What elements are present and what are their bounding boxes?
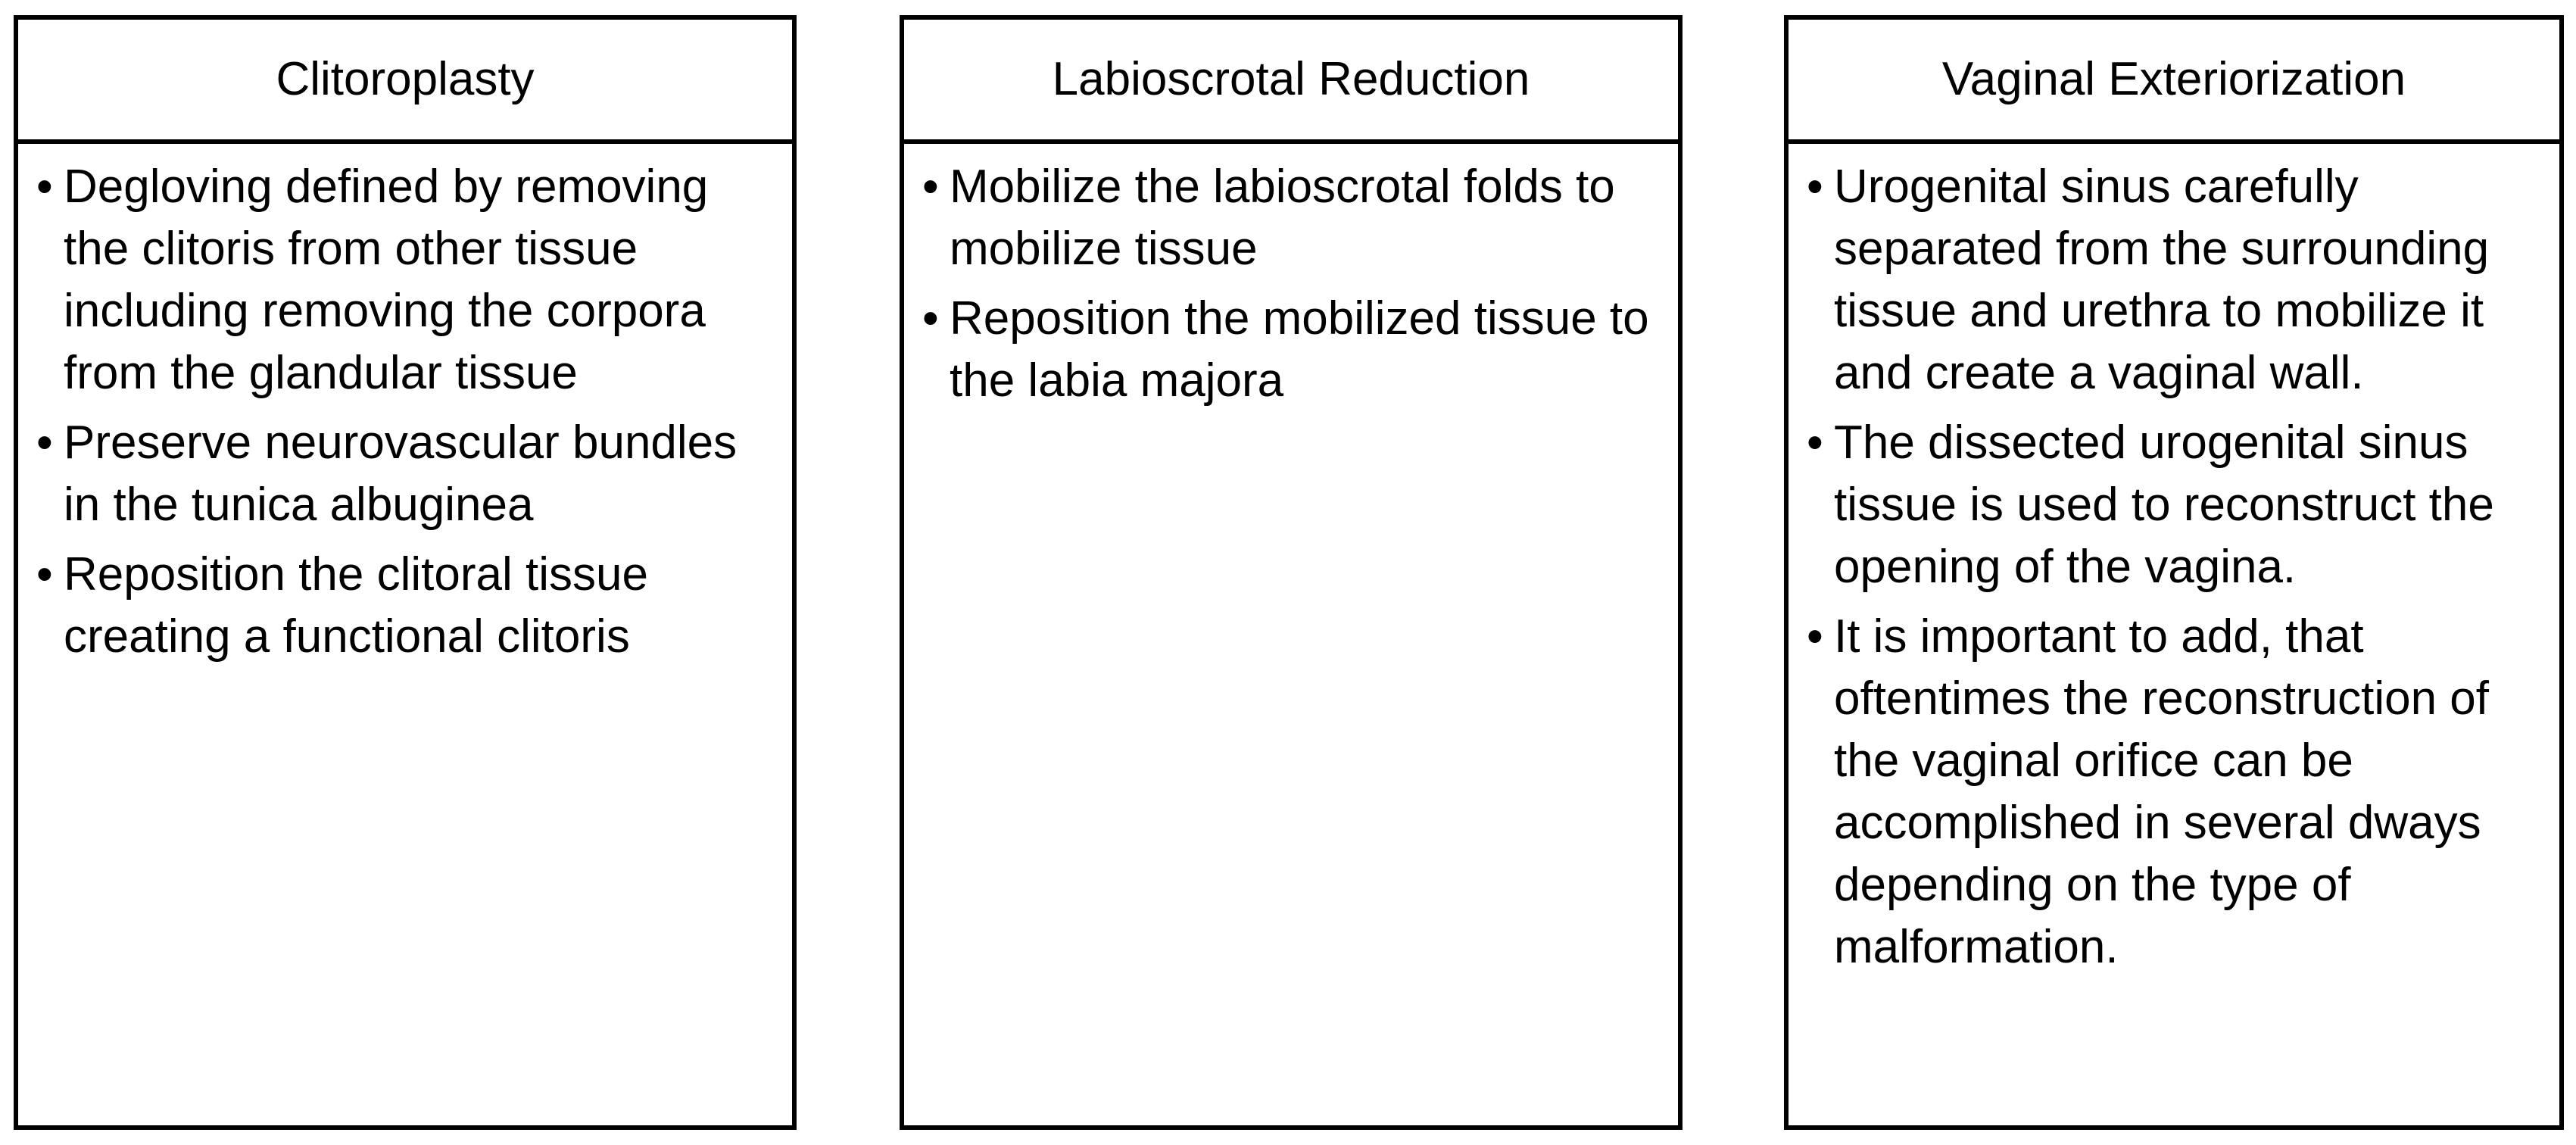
bullet-list	[922, 156, 1663, 412]
bullet-item	[1807, 156, 2544, 404]
bullet-text: The dissected urogenital sinus tissue is used to reconstruct the opening of the vagina.	[1834, 417, 2494, 593]
panel-body	[1789, 144, 2559, 978]
bullet-list	[36, 156, 777, 668]
bullet-item	[36, 544, 777, 668]
panel-title: Vaginal Exteriorization	[1789, 20, 2559, 144]
bullet-item	[36, 412, 777, 536]
vaginal-exteriorization-panel	[1784, 15, 2564, 1130]
panel-body	[18, 144, 792, 668]
panel-title: Clitoroplasty	[18, 20, 792, 144]
labioscrotal-reduction-panel	[900, 15, 1683, 1130]
bullet-icon: •	[922, 161, 939, 213]
bullet-text: Degloving defined by removing the clitoris from other tissue including removing the corpora from the glandular tissue	[64, 161, 709, 399]
bullet-item	[922, 288, 1663, 412]
clitoroplasty-panel	[14, 15, 797, 1130]
bullet-item	[922, 156, 1663, 280]
bullet-text: Reposition the mobilized tissue to the labia majora	[950, 292, 1649, 407]
bullet-text: Preserve neurovascular bundles in the tunica albuginea	[64, 417, 738, 531]
bullet-icon: •	[36, 548, 53, 601]
bullet-icon: •	[1807, 417, 1823, 469]
bullet-text: Urogenital sinus carefully separated from the surrounding tissue and urethra to mobilize it and create a vaginal wall.	[1834, 161, 2490, 399]
bullet-icon: •	[1807, 161, 1823, 213]
bullet-list	[1807, 156, 2544, 978]
bullet-text: Mobilize the labioscrotal folds to mobilize tissue	[950, 161, 1615, 275]
bullet-text: Reposition the clitoral tissue creating a functional clitoris	[64, 548, 648, 663]
bullet-item	[36, 156, 777, 404]
panel-body	[904, 144, 1678, 412]
bullet-icon: •	[1807, 610, 1823, 663]
bullet-item	[1807, 606, 2544, 978]
bullet-item	[1807, 412, 2544, 598]
bullet-icon: •	[36, 417, 53, 469]
bullet-icon: •	[922, 292, 939, 345]
bullet-icon: •	[36, 161, 53, 213]
bullet-text: It is important to add, that oftentimes the reconstruction of the vaginal orifice can be accomplished in several dways depending on the type of malformation.	[1834, 610, 2490, 973]
panel-title: Labioscrotal Reduction	[904, 20, 1678, 144]
